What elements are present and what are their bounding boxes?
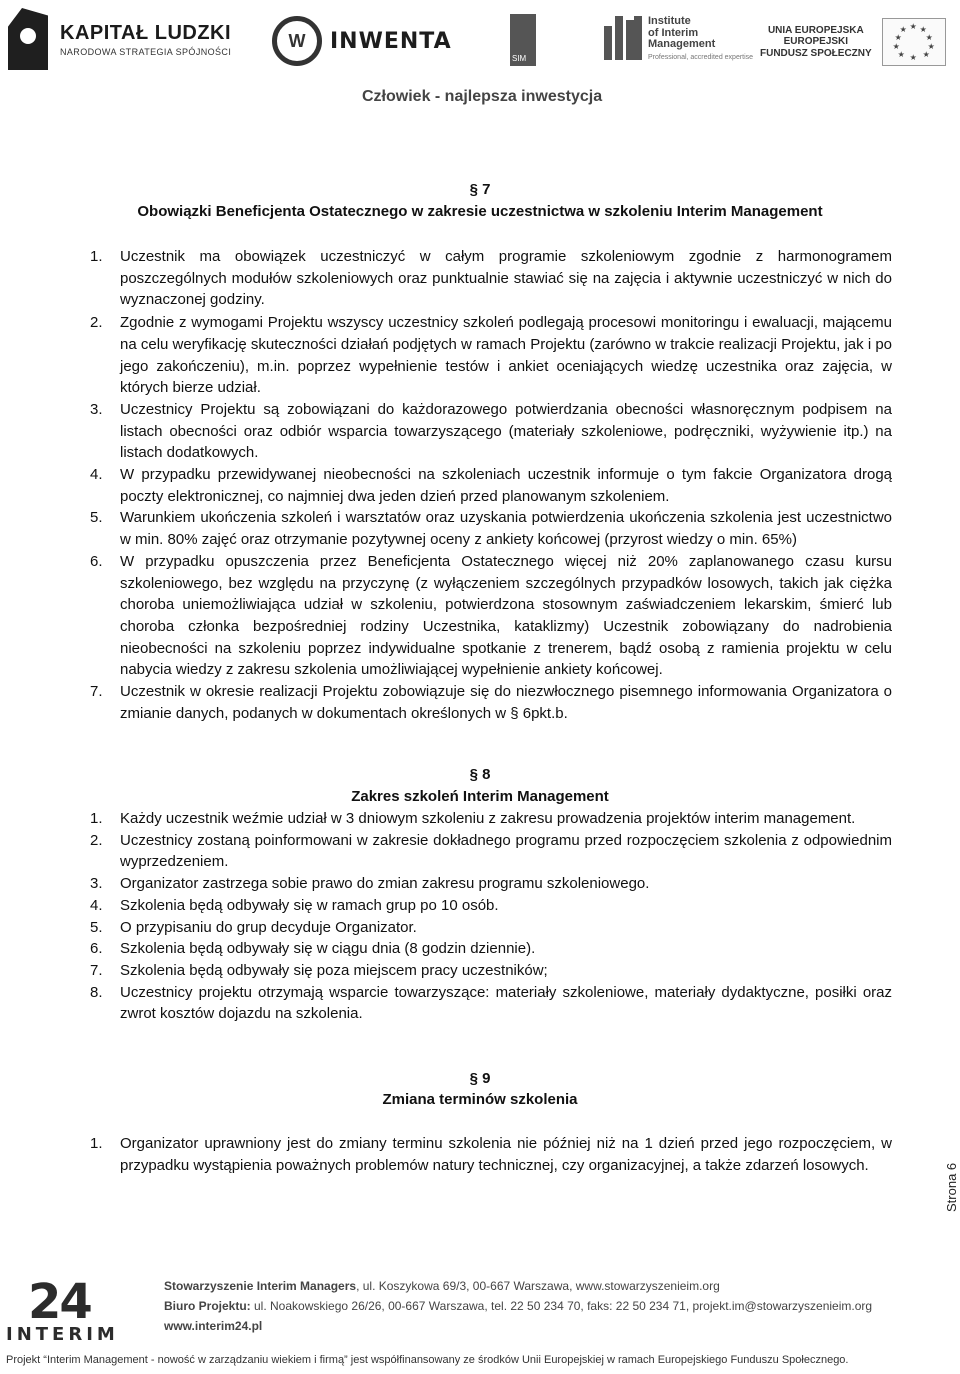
section-9-number: § 9 <box>469 1070 491 1087</box>
list-item <box>90 681 892 724</box>
footer-office-label: Biuro Projektu: <box>164 1299 251 1313</box>
list-item-number: 1. <box>90 1135 103 1152</box>
list-item-number: 7. <box>90 683 103 701</box>
footer-org-address: , ul. Koszykowa 69/3, 00-667 Warszawa, www.stowarzyszenieim.org <box>356 1279 720 1293</box>
list-item-text: Uczestnicy Projektu są zobowiązani do każdorazowego potwierdzania obecności własnoręcznym podpisem na listach obecności oraz odbiór wsparcia towarzyszącego (materiały szkoleniowe, podręczniki, wyżywienie itp.) na listach dodatkowych. <box>120 400 892 462</box>
list-item-text: W przypadku opuszczenia przez Beneficjenta Ostatecznego więcej niż 20% zaplanowanego czasu kursu szkoleniowego, bez względu na przyczynę (z wyłączeniem szczególnych przypadków losowych, takich jak ciężka choroba uniemożliwiająca udział w szkoleniu, potwierdzona stosownym zaświadczeniem lekarskim, śmierć lub choroba członka bezpośredniej rodziny Uczestnika, kataklizmy) Uczestnik zobowiązany do nadrobienia nieobecności na szkoleniu poprzez indywidualne spotkanie z trenerem, bądź osobą z ramienia projektu w celu nabycia wiedzy z zakresu szkolenia umożliwiającej wypełnienie ankiety końcowej. <box>120 552 892 679</box>
iim-line-2: of Interim <box>648 26 699 39</box>
list-item-number: 2. <box>90 831 103 849</box>
list-item-number: 3. <box>90 875 103 893</box>
list-item <box>90 507 892 550</box>
section-8-number: § 8 <box>469 766 491 783</box>
section-9-list <box>90 1133 892 1176</box>
eu-logo <box>760 18 946 66</box>
eu-line-3: FUNDUSZ SPOŁECZNY <box>760 47 872 59</box>
footer-org-name: Stowarzyszenie Interim Managers <box>164 1279 357 1293</box>
eu-line-1: UNIA EUROPEJSKA <box>767 24 864 36</box>
list-item <box>90 938 892 960</box>
list-item-text: Uczestnik w okresie realizacji Projektu zobowiązuje się do niezwłocznego pisemnego informowania Organizatora o zmianie danych, podanych w dokumentach określonych w § 6pkt.b. <box>120 683 892 722</box>
list-item <box>90 917 892 939</box>
list-item-text: Uczestnicy zostaną poinformowani w zakresie dokładnego programu przed rozpoczęciem szkolenia z odpowiednim wyprzedzeniem. <box>120 831 892 871</box>
inwenta-wordmark: INWENTA <box>330 28 452 54</box>
list-item-number: 2. <box>90 314 103 332</box>
list-item-text: Zgodnie z wymogami Projektu wszyscy uczestnicy szkoleń podlegają procesowi monitoringu i ewaluacji, mającemu na celu weryfikację skuteczności działań podjętych w ramach Projektu (zarówno w trakcie realizacji Projektu, jak i po jego zakończeniu), m.in. poprzez wypełnienie testów i ankiet oceniających wiedzę uczestnika oraz zajęcia, w których bierze udział. <box>120 314 893 397</box>
list-item-text: O przypisaniu do grup decyduje Organizator. <box>120 918 417 936</box>
list-item-text: Organizator uprawniony jest do zmiany terminu szkolenia nie później niż na 1 dzień przed jego rozpoczęciem, w przypadku wystąpienia poważnych problemów natury technicznej, czy organizacyjnej, a także zdarzeń losowych. <box>120 1135 892 1174</box>
list-item-number: 6. <box>90 940 103 958</box>
list-item <box>90 960 892 982</box>
footer-line-1 <box>164 1276 872 1296</box>
iim-logo <box>604 16 753 61</box>
footer-line-2 <box>164 1296 872 1316</box>
list-item-number: 6. <box>90 552 103 570</box>
list-item <box>90 464 892 507</box>
list-item-number: 4. <box>90 466 103 484</box>
section-8-list <box>90 808 892 1025</box>
iim-tagline: Professional, accredited expertise <box>648 53 754 61</box>
page-number-label: Strona 6 <box>944 1162 959 1212</box>
sim-emblem-icon <box>510 14 536 66</box>
list-item-number: 3. <box>90 400 103 418</box>
list-item-number: 8. <box>90 983 103 1001</box>
section-8-title: Zakres szkoleń Interim Management <box>351 788 609 805</box>
list-item-text: Organizator zastrzega sobie prawo do zmian zakresu programu szkoleniowego. <box>120 875 650 893</box>
eu-flag-icon: ★ ★ ★ ★ ★ ★ ★ ★ ★ ★ <box>882 18 946 66</box>
interim24-logo-digits: 24 <box>28 1274 91 1330</box>
list-item <box>90 895 892 917</box>
list-item <box>90 246 892 311</box>
list-item-text: Uczestnicy projektu otrzymają wsparcie towarzyszące: materiały szkoleniowe, materiały dydaktyczne, posiłki oraz zwrot kosztów dojazdu na szkolenia. <box>120 983 892 1023</box>
section-9-title: Zmiana terminów szkolenia <box>382 1091 578 1108</box>
list-item-number: 5. <box>90 918 103 936</box>
eu-line-2: EUROPEJSKI <box>783 36 849 48</box>
list-item-number: 1. <box>90 810 103 827</box>
header <box>0 0 960 120</box>
list-item <box>90 982 892 1025</box>
list-item-number: 4. <box>90 896 103 914</box>
footer-contact <box>164 1276 872 1336</box>
list-item-number: 7. <box>90 961 103 979</box>
kapital-ludzki-logo <box>8 8 231 70</box>
list-item <box>90 808 892 830</box>
list-item-text: W przypadku przewidywanej nieobecności na szkoleniach uczestnik informuje o tym fakcie Organizatora drogą poczty elektronicznej, co najmniej dwa jeden dzień przed planowanym szkoleniem. <box>120 466 892 505</box>
list-item-text: Szkolenia będą odbywały się poza miejscem pracy uczestników; <box>120 961 548 979</box>
section-7-number: § 7 <box>469 181 491 198</box>
interim24-logo-word: INTERIM <box>6 1324 119 1345</box>
iim-line-1: Institute <box>648 15 691 27</box>
section-7-list <box>90 246 892 724</box>
list-item-text: Warunkiem ukończenia szkoleń i warsztatów oraz uzyskania potwierdzenia ukończenia szkolenia jest uczestnictwo w min. 80% zajęć oraz otrzymanie pozytywnej oceny z ankiety końcowej (przyrost wiedzy o min. 65%) <box>120 509 892 549</box>
footer-project-note: Projekt “Interim Management - nowość w zarządzaniu wiekiem i firmą” jest współfinansowany ze środków Unii Europejskiej w ramach Europejskiego Funduszu Społecznego. <box>6 1354 849 1366</box>
list-item <box>90 551 892 681</box>
footer-line-3 <box>164 1316 872 1336</box>
sim-logo <box>510 14 536 66</box>
section-7-title: Obowiązki Beneficjenta Ostatecznego w zakresie uczestnictwa w szkoleniu Interim Management <box>137 203 823 220</box>
sim-label: SIM <box>512 54 527 63</box>
interim24-logo <box>6 1274 134 1345</box>
list-item-text: Szkolenia będą odbywały się w ramach grup po 10 osób. <box>120 896 499 914</box>
iim-line-3: Management <box>648 38 716 51</box>
kapital-ludzki-subtitle: NARODOWA STRATEGIA SPÓJNOŚCI <box>60 46 232 57</box>
list-item-text: Każdy uczestnik weźmie udział w 3 dniowym szkoleniu z zakresu prowadzenia projektów interim management. <box>120 810 856 827</box>
header-motto: Człowiek - najlepsza inwestycja <box>362 88 603 105</box>
kapital-ludzki-emblem-icon <box>8 8 48 70</box>
list-item-number: 5. <box>90 509 103 527</box>
list-item-text: Szkolenia będą odbywały się w ciągu dnia (8 godzin dziennie). <box>120 940 536 958</box>
list-item-text: Uczestnik ma obowiązek uczestniczyć w całym programie szkoleniowym zgodnie z harmonogramem poszczególnych modułów szkoleniowych oraz punktualnie stawiać się na zajęcia i aktywnie uczestniczyć w nich do wyznaczonej godziny. <box>120 248 892 309</box>
footer-website-link[interactable]: www.interim24.pl <box>164 1319 263 1333</box>
list-item-number: 1. <box>90 248 103 265</box>
footer-office-address: ul. Noakowskiego 26/26, 00-667 Warszawa, tel. 22 50 234 70, faks: 22 50 234 71, projekt.im@stowarzyszenieim.org <box>250 1299 873 1313</box>
iim-emblem-icon <box>604 16 642 60</box>
list-item <box>90 1133 892 1176</box>
list-item <box>90 399 892 464</box>
inwenta-logo <box>272 16 452 66</box>
list-item <box>90 873 892 895</box>
inwenta-emblem-icon: W <box>272 16 322 66</box>
kapital-ludzki-title: KAPITAŁ LUDZKI <box>60 21 232 44</box>
list-item <box>90 312 892 399</box>
list-item <box>90 830 892 873</box>
